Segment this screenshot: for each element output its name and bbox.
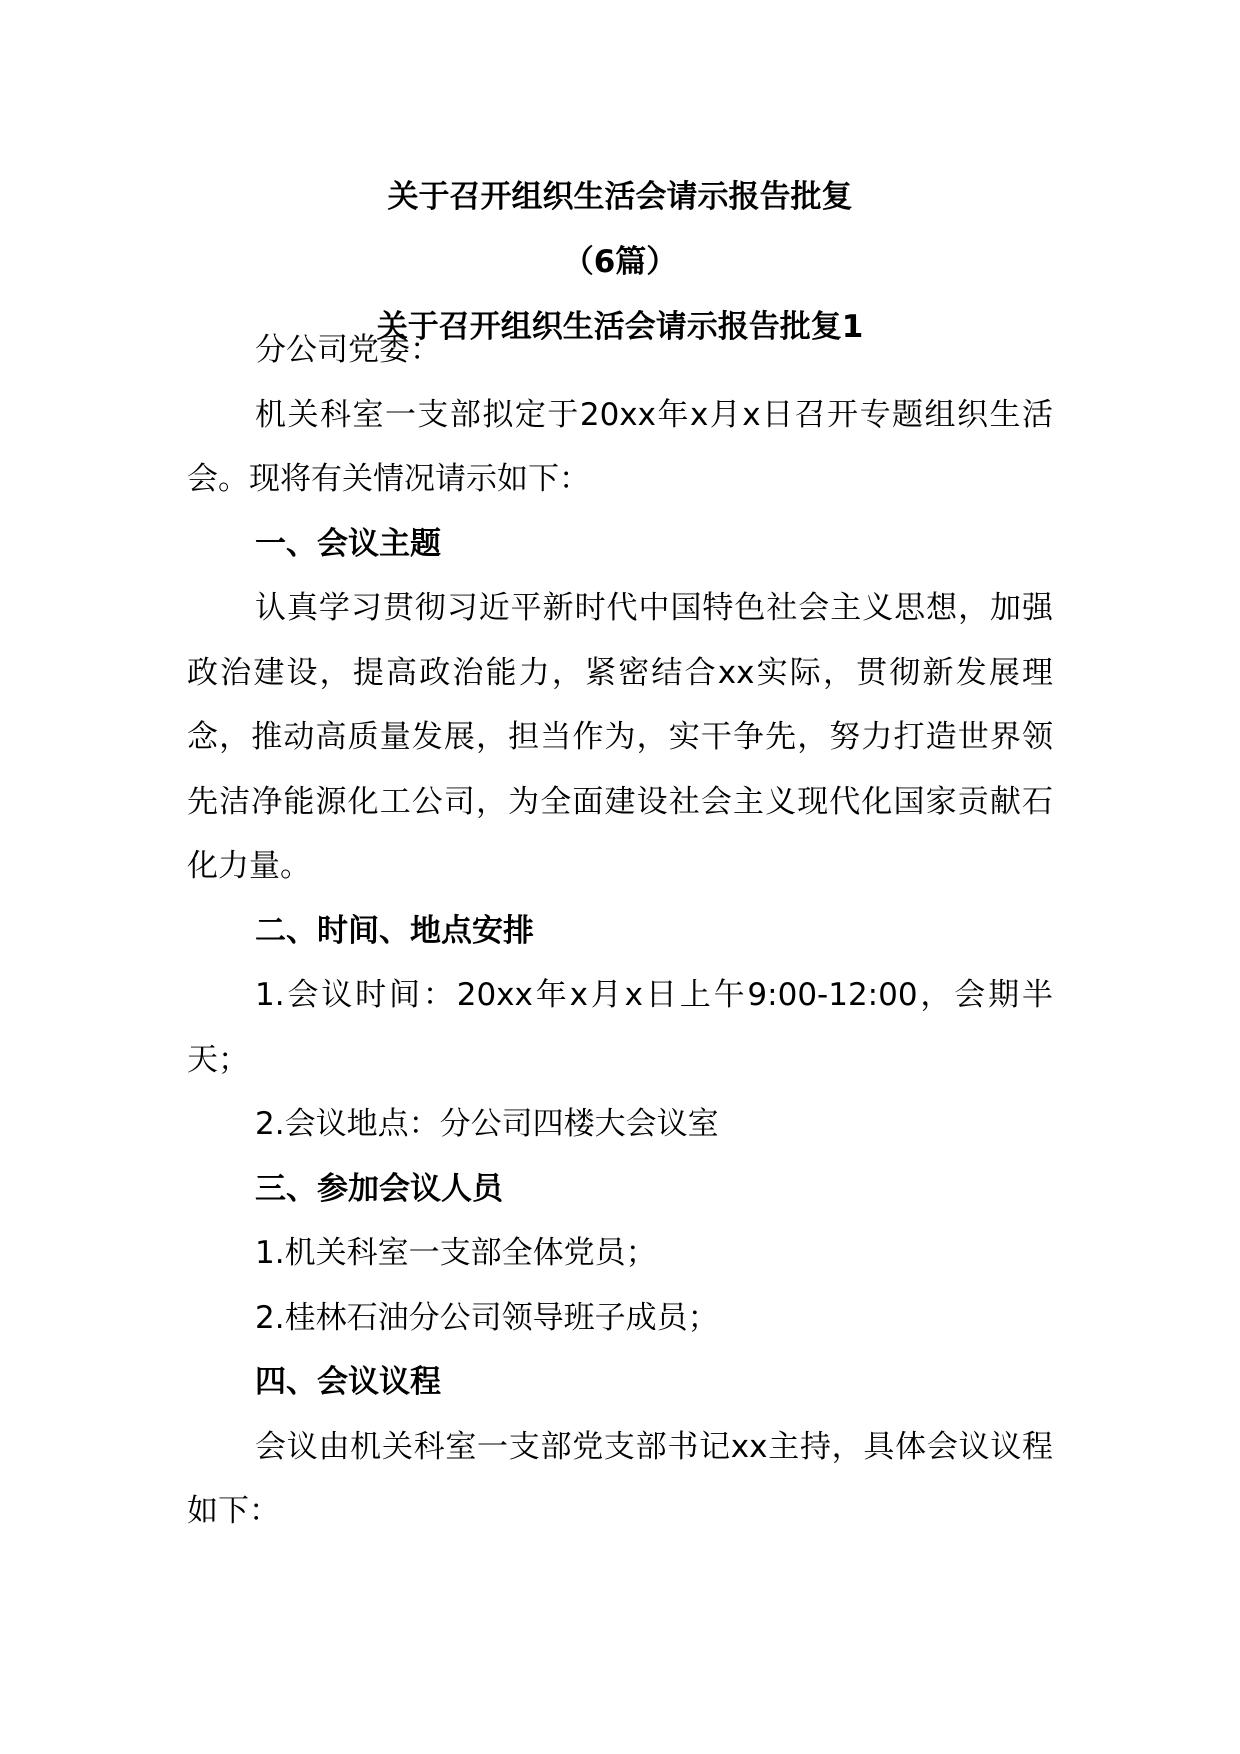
section-heading-agenda: 四、会议议程 [255,1364,441,1400]
document-title: 关于召开组织生活会请示报告批复 [387,179,853,215]
document-title-count: （6篇） [562,244,678,280]
document-subtitle: 关于召开组织生活会请示报告批复1 [376,309,864,345]
paragraph-meeting-time: 1.会议时间：20xx年x月x日上午9:00-12:00，会期半天； [187,977,1053,1078]
paragraph-intro: 机关科室一支部拟定于20xx年x月x日召开专题组织生活会。现将有关情况请示如下： [187,396,1053,497]
paragraph-salutation: 分公司党委： [255,332,441,368]
section-heading-theme: 一、会议主题 [255,525,441,562]
paragraph-meeting-place: 2.会议地点：分公司四楼大会议室 [255,1106,719,1142]
section-heading-time-place: 二、时间、地点安排 [255,912,534,949]
paragraph-theme: 认真学习贯彻习近平新时代中国特色社会主义思想，加强政治建设，提高政治能力，紧密结合xx实际，贯彻新发展理念，推动高质量发展，担当作为，实干争先，努力打造世界领先洁净能源化工公司，为全面建设社会主义现代化国家贡献石化力量。 [187,590,1053,884]
paragraph-agenda: 会议由机关科室一支部党支部书记xx主持，具体会议议程如下： [187,1428,1053,1529]
paragraph-attendees-2: 2.桂林石油分公司领导班子成员； [255,1299,719,1336]
paragraph-attendees-1: 1.机关科室一支部全体党员； [255,1235,657,1271]
document-body [187,318,1053,1544]
section-heading-attendees: 三、参加会议人员 [255,1170,503,1207]
